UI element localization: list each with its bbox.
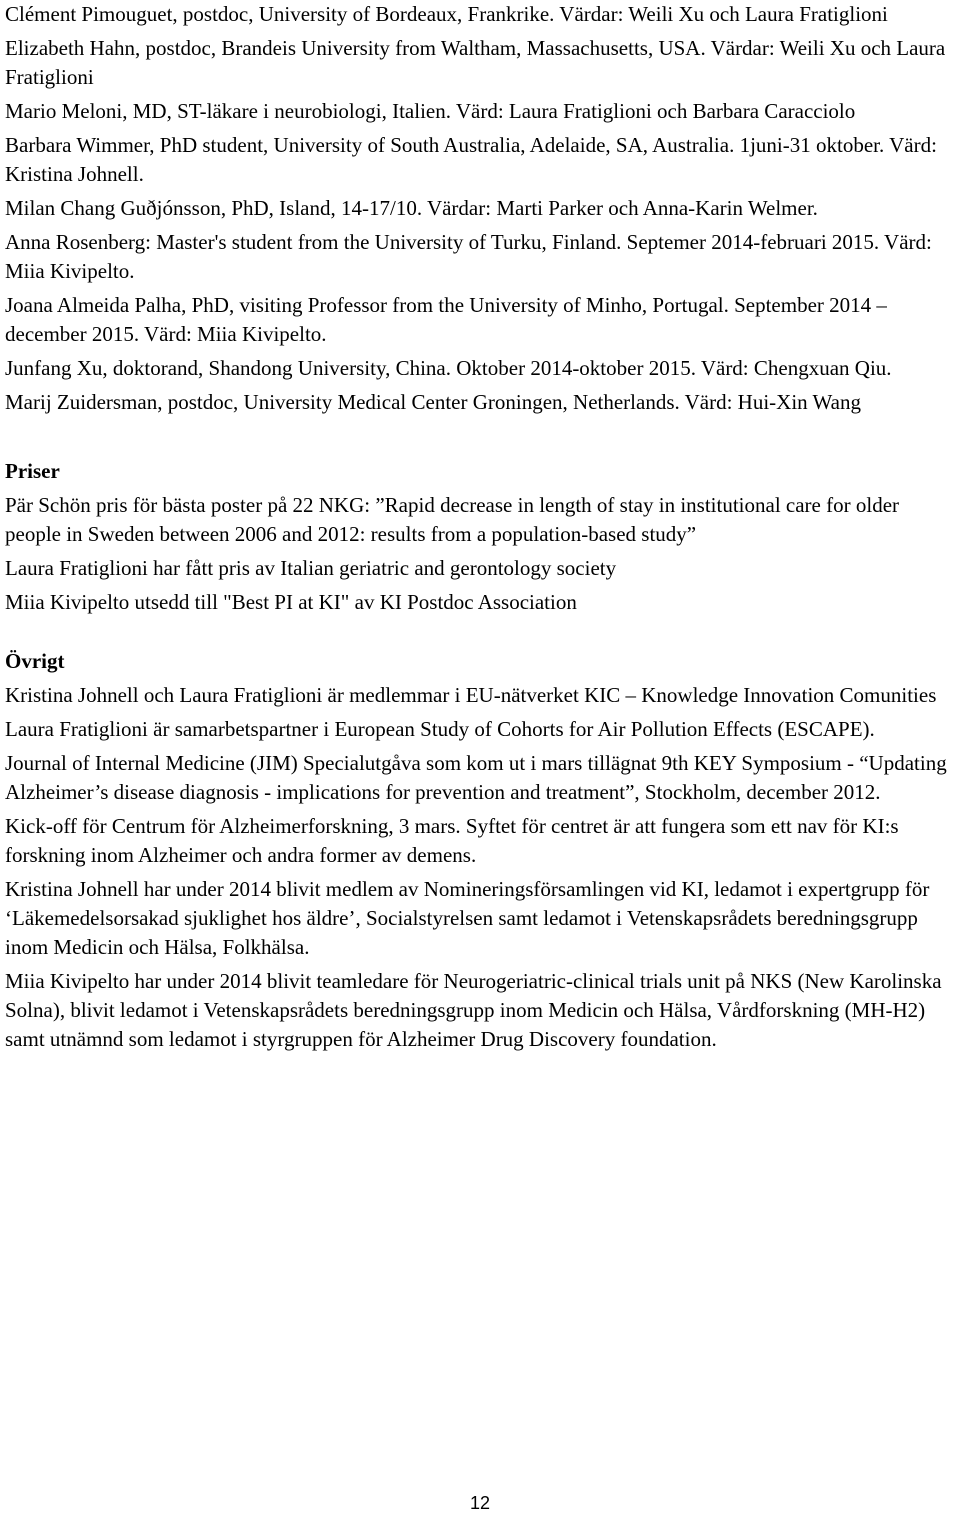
guest-entry: Anna Rosenberg: Master's student from the University of Turku, Finland. Septemer 2014-februari 2015. Värd: Miia Kivipelto. xyxy=(5,230,932,283)
prize-item: Pär Schön pris för bästa poster på 22 NKG: ”Rapid decrease in length of stay in institutional care for older people in Sweden between 2006 and 2012: results from a population-based study” xyxy=(5,493,900,546)
document-page xyxy=(5,0,953,1059)
other-item: Kristina Johnell har under 2014 blivit medlem av Nomineringsförsamlingen vid KI, ledamot i expertgrupp för ‘Läkemedelsorsakad sjuklighet hos äldre’, Socialstyrelsen samt ledamot i Vetenskapsrådets beredningsgrupp inom Medicin och Hälsa, Folkhälsa. xyxy=(5,877,930,959)
guest-entry: Clément Pimouguet, postdoc, University of Bordeaux, Frankrike. Värdar: Weili Xu och Laura Fratiglioni xyxy=(5,2,888,26)
guest-entry: Joana Almeida Palha, PhD, visiting Professor from the University of Minho, Portugal. September 2014 – december 2015. Värd: Miia Kivipelto. xyxy=(5,293,887,346)
other-item: Kick-off för Centrum för Alzheimerforskning, 3 mars. Syftet för centret är att fungera som ett nav för KI:s forskning inom Alzheimer och andra former av demens. xyxy=(5,814,899,867)
guest-entry: Junfang Xu, doktorand, Shandong University, China. Oktober 2014-oktober 2015. Värd: Chengxuan Qiu. xyxy=(5,356,892,380)
guest-entry: Marij Zuidersman, postdoc, University Medical Center Groningen, Netherlands. Värd: Hui-Xin Wang xyxy=(5,390,862,414)
guest-entry: Mario Meloni, MD, ST-läkare i neurobiologi, Italien. Värd: Laura Fratiglioni och Barbara Caracciolo xyxy=(5,99,856,123)
guest-entry: Barbara Wimmer, PhD student, University of South Australia, Adelaide, SA, Australia. 1juni-31 oktober. Värd: Kristina Johnell. xyxy=(5,133,937,186)
guest-list xyxy=(5,0,953,417)
prize-item: Miia Kivipelto utsedd till "Best PI at KI" av KI Postdoc Association xyxy=(5,590,577,614)
guest-entry: Milan Chang Guðjónsson, PhD, Island, 14-17/10. Värdar: Marti Parker och Anna-Karin Welmer. xyxy=(5,196,818,220)
ovrigt-heading: Övrigt xyxy=(5,649,65,673)
other-item: Miia Kivipelto har under 2014 blivit teamledare för Neurogeriatric-clinical trials unit på NKS (New Karolinska Solna), blivit ledamot i Vetenskapsrådets beredningsgrupp inom Medicin och Hälsa, Vårdforskning (MH-H2) samt utnämnd som ledamot i styrgruppen för Alzheimer Drug Discovery foundation. xyxy=(5,969,942,1051)
other-item: Kristina Johnell och Laura Fratiglioni är medlemmar i EU-nätverket KIC – Knowledge Innovation Comunities xyxy=(5,683,937,707)
other-item: Laura Fratiglioni är samarbetspartner i European Study of Cohorts for Air Pollution Effects (ESCAPE). xyxy=(5,717,875,741)
prize-item: Laura Fratiglioni har fått pris av Italian geriatric and gerontology society xyxy=(5,556,617,580)
ovrigt-section xyxy=(5,647,953,1054)
priser-heading: Priser xyxy=(5,459,60,483)
other-item: Journal of Internal Medicine (JIM) Specialutgåva som kom ut i mars tillägnat 9th KEY Symposium - “Updating Alzheimer’s disease diagnosis - implications for prevention and treatment”, Stockholm, december 2012. xyxy=(5,751,947,804)
guest-entry: Elizabeth Hahn, postdoc, Brandeis University from Waltham, Massachusetts, USA. Värdar: Weili Xu och Laura Fratiglioni xyxy=(5,36,946,89)
priser-section xyxy=(5,457,953,617)
page-number: 12 xyxy=(469,1493,491,1513)
